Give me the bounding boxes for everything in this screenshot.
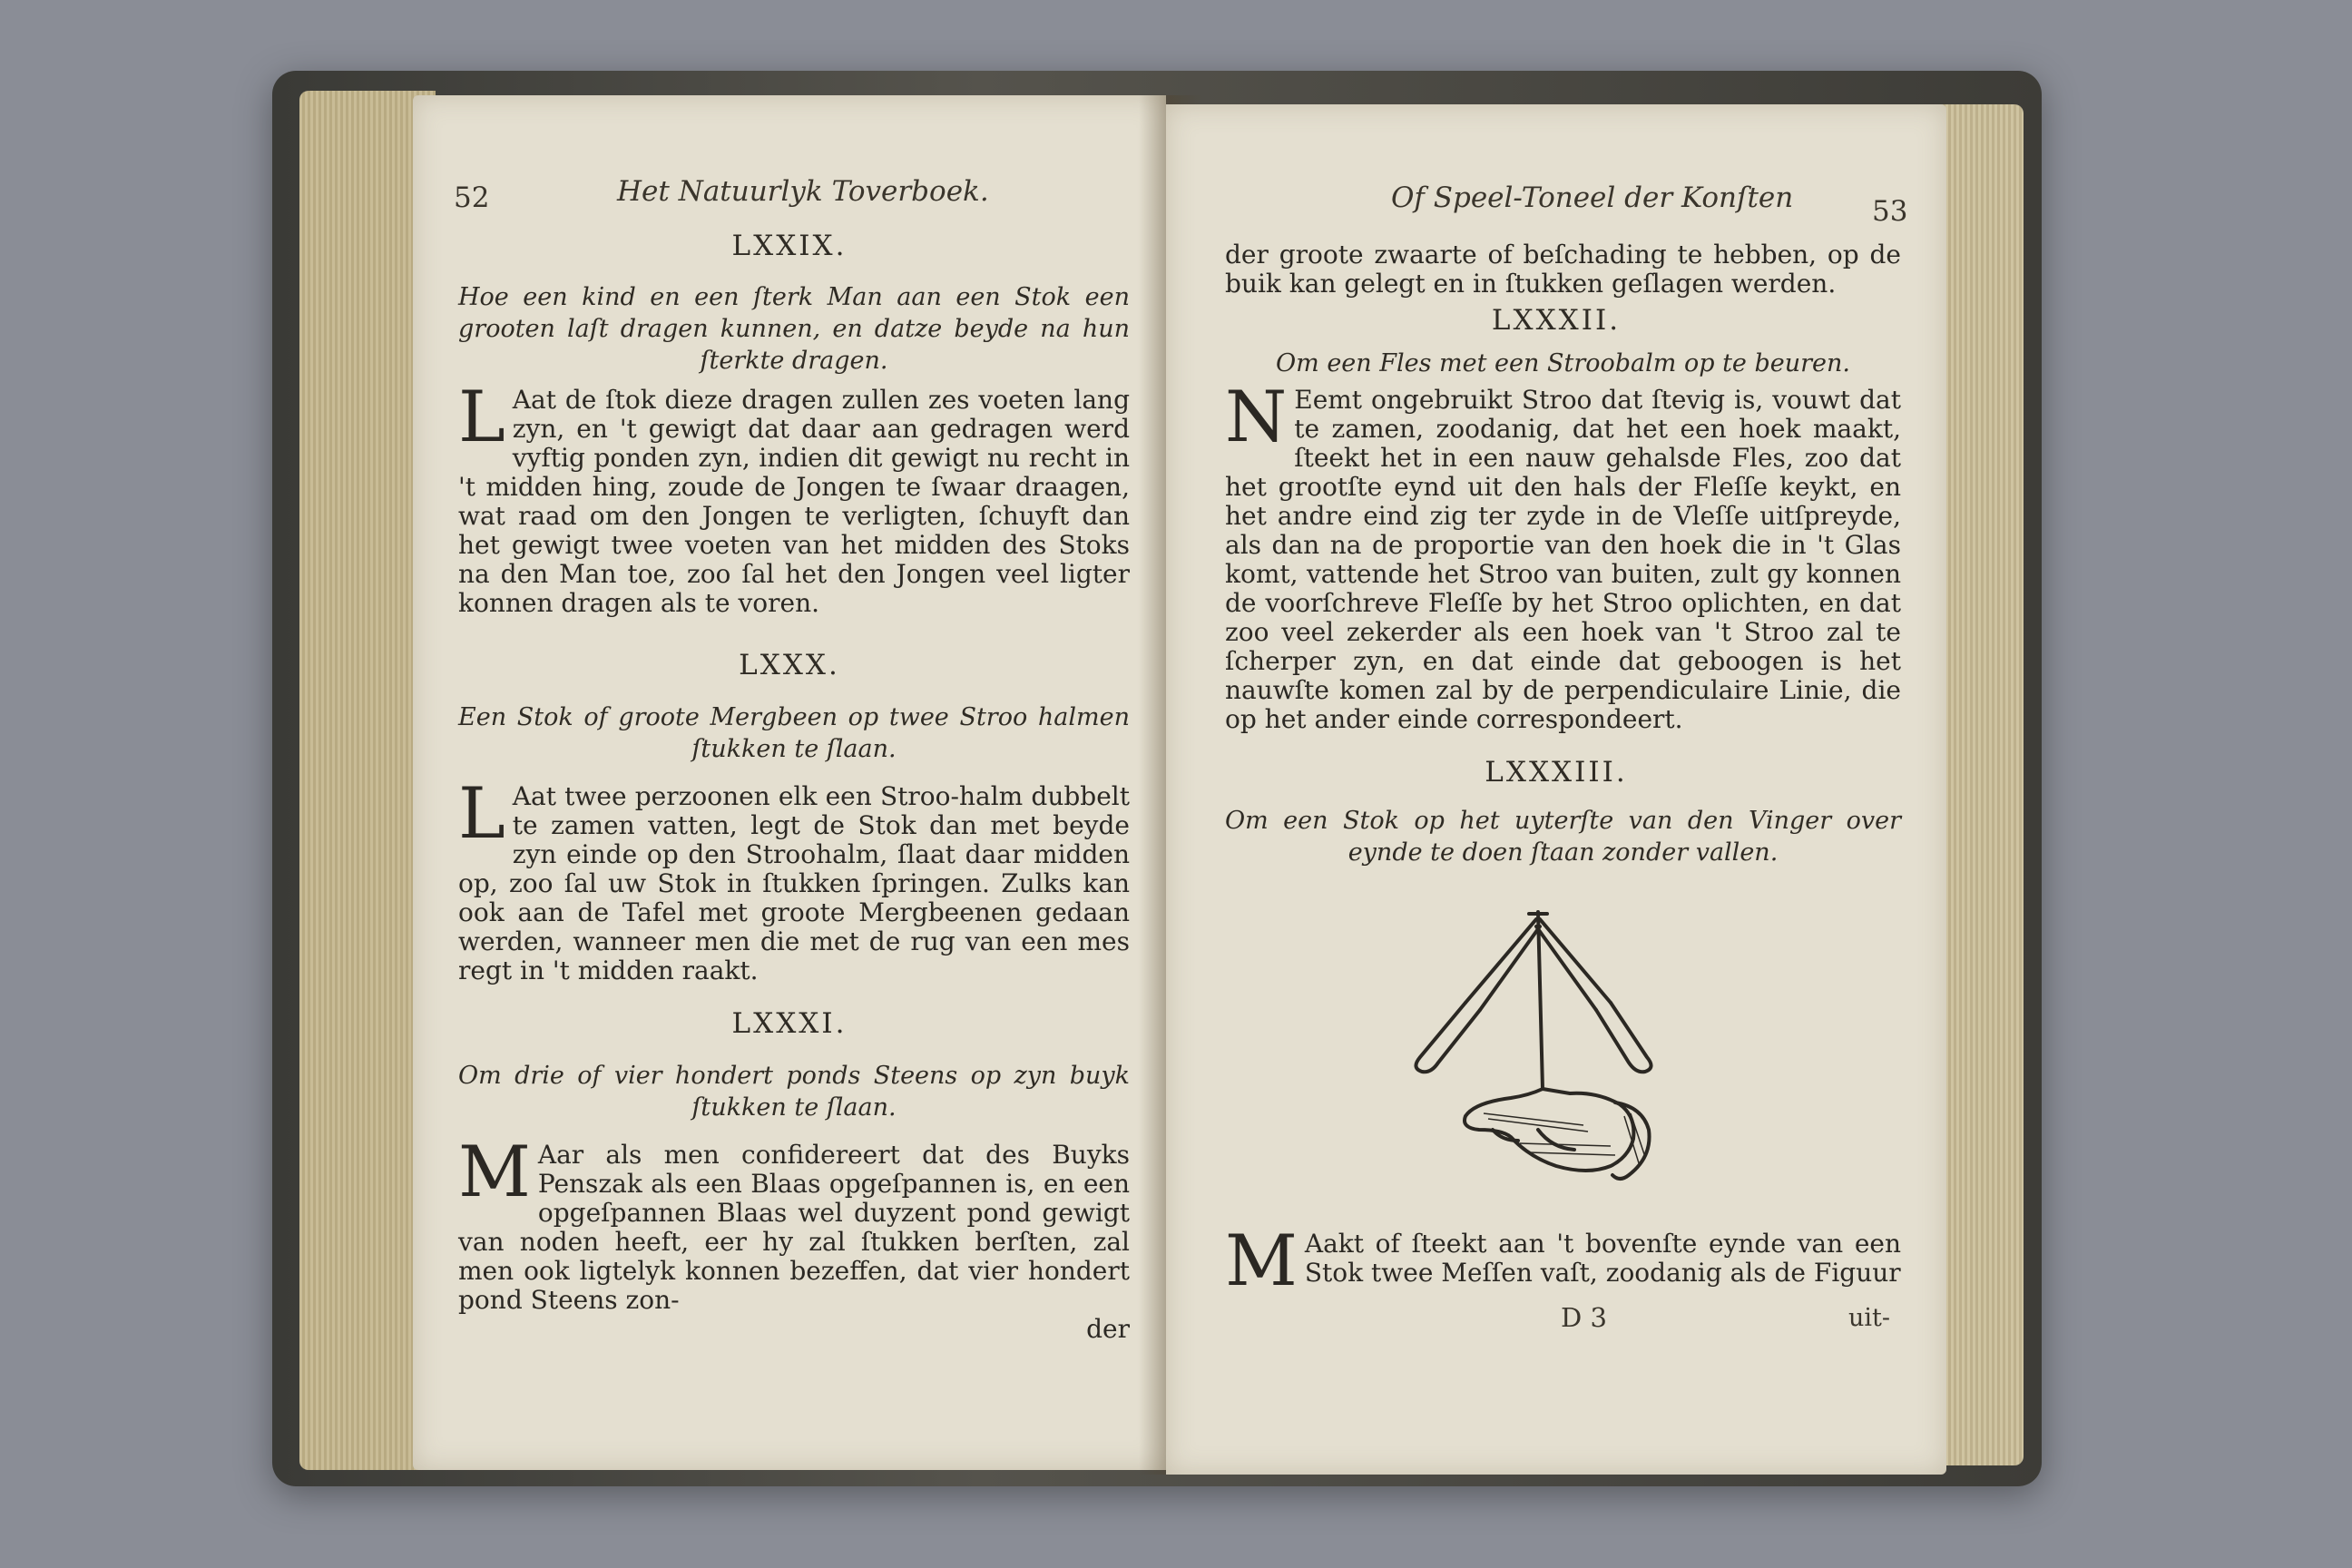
running-head-right: Of Speel-Toneel der Konſten bbox=[1391, 181, 1794, 214]
section-body bbox=[1225, 1220, 1901, 1302]
section-numeral: LXXX. bbox=[739, 649, 840, 681]
paragraph-text: Aar als men confidereert dat des Buyks Penszak als een Blaas opgeſpannen is, en een opgeſpannen Blaas wel duyzent pond gewigt van noden heeft, eer hy zal ſtukken berſten, zal men ook ligtelyk konnen bezeffen, dat vier hondert pond Steens zon- bbox=[458, 1140, 1130, 1315]
left-page bbox=[413, 95, 1166, 1470]
section-body bbox=[458, 1132, 1130, 1344]
paragraph-text: Eemt ongebruikt Stroo dat ſtevig is, vouwt dat te zamen, zoodanig, dat het een hoek maakt, ſteekt het in een nauw gehalsde Fles, zoo dat het grootſte eynd uit den hals der Fleſſe keykt, en het andre eind zig ter zyde in de Vleſſe uitſpreyde, als dan na de proportie van den hoek die in 't Glas komt, vattende het Stroo van buiten, zult gy konnen de voorſchreve Fleſſe by het Stroo oplichten, en dat zoo veel zekerder als een hoek van 't Stroo zal te ſcherper zyn, en dat einde dat geboogen is het nauwſte komen zal by de perpendiculaire Linie, die op het ander einde correspondeert. bbox=[1225, 385, 1901, 734]
section-title: Om drie of vier hondert ponds Steens op zyn buyk ſtukken te ſlaan. bbox=[458, 1062, 1130, 1122]
section-title: Om een Stok op het uyterſte van den Vinger over eynde te doen ſtaan zonder vallen. bbox=[1225, 807, 1901, 867]
paragraph-text: Aat twee perzoonen elk een Stroo-halm dubbelt te zamen vatten, legt de Stok dan met beyde zyn einde op den Stroohalm, ſlaat daar midden op, zoo ſal uw Stok in ſtukken ſpringen. Zulks kan ook aan de Tafel met groote Mergbeenen gedaan werden, wanneer men die met de rug van een mes regt in 't midden raakt. bbox=[458, 781, 1130, 985]
section-numeral: LXXIX. bbox=[731, 230, 848, 262]
running-head-left: Het Natuurlyk Toverboek. bbox=[617, 175, 989, 208]
continuation-text: der groote zwaarte of beſchading te hebben, op de buik kan gelegt en in ſtukken geſlagen werden. bbox=[1225, 240, 1901, 299]
signature-mark: D 3 bbox=[1561, 1302, 1607, 1333]
right-page bbox=[1166, 104, 1946, 1475]
section-numeral: LXXXI. bbox=[731, 1007, 848, 1040]
drop-cap: L bbox=[458, 773, 505, 855]
catchword: uit- bbox=[1848, 1304, 1890, 1332]
section-title: Om een Fles met een Stroobalm op te beuren. bbox=[1276, 349, 1850, 377]
page-number-right: 53 bbox=[1872, 195, 1908, 228]
section-title: Een Stok of groote Mergbeen op twee Stroo halmen ſtukken te ſlaan. bbox=[458, 703, 1130, 763]
page-number-left: 52 bbox=[454, 181, 490, 214]
knives-balance-figure bbox=[1402, 903, 1692, 1211]
drop-cap: M bbox=[1225, 1220, 1298, 1302]
section-body bbox=[1225, 377, 1901, 734]
paragraph-text: Aakt of ſteekt aan 't bovenſte eynde van een Stok twee Meſſen vaſt, zoodanig als de Figuur bbox=[1304, 1229, 1901, 1288]
catchword: der bbox=[1086, 1314, 1130, 1344]
section-body bbox=[458, 773, 1130, 985]
drop-cap: N bbox=[1225, 377, 1288, 458]
drop-cap: L bbox=[458, 377, 505, 458]
drop-cap: M bbox=[458, 1132, 531, 1213]
section-body bbox=[458, 377, 1130, 618]
section-title: Hoe een kind en een ſterk Man aan een Stok een grooten laſt dragen kunnen, en datze beyde na hun ſterkte dragen. bbox=[458, 283, 1130, 375]
section-numeral: LXXXIII. bbox=[1485, 756, 1628, 789]
paragraph-text: Aat de ſtok dieze dragen zullen zes voeten lang zyn, en 't gewigt dat daar aan gedragen werd vyftig ponden zyn, indien dit gewigt nu recht in 't midden hing, zoude de Jongen te ſwaar draagen, wat raad om den Jongen te verligten, ſchuyft dan het gewigt twee voeten van het midden des Stoks na den Man toe, zoo ſal het den Jongen veel ligter konnen dragen als te voren. bbox=[458, 385, 1130, 618]
section-numeral: LXXXII. bbox=[1491, 304, 1622, 337]
